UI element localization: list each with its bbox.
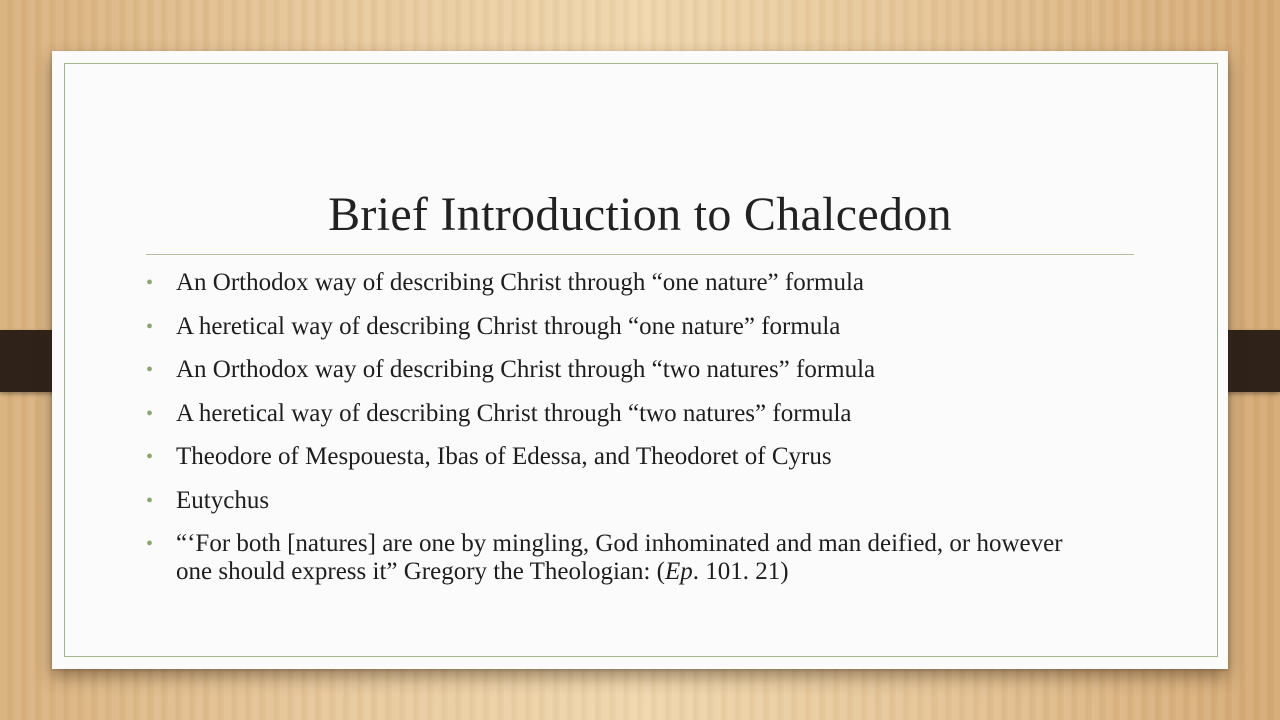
bullet-dot-icon: •: [146, 315, 154, 338]
title-divider: [146, 254, 1134, 255]
bullet-item: [144, 313, 1104, 341]
quote-citation-rest: . 101. 21): [692, 558, 789, 585]
slide-title: Brief Introduction to Chalcedon: [328, 188, 952, 241]
bullet-item: [144, 356, 1104, 384]
bullet-item: [144, 487, 1104, 515]
bullet-text: A heretical way of describing Christ through “two natures” formula: [176, 399, 852, 427]
bullet-text: An Orthodox way of describing Christ through “two natures” formula: [176, 356, 876, 383]
bullet-dot-icon: •: [146, 359, 154, 381]
bullet-item: [144, 443, 1104, 471]
bullet-dot-icon: •: [146, 402, 154, 425]
bullet-dot-icon: •: [146, 489, 154, 512]
bullet-item: [144, 269, 1104, 297]
slide: [52, 51, 1228, 669]
quote-text: “‘For both [natures] are one by mingling, God inhominated and man deified, or however one should express it” Gregory the Theologian: (: [176, 530, 1063, 585]
bullet-text: Theodore of Mespouesta, Ibas of Edessa, and Theodoret of Cyrus: [176, 443, 832, 470]
bullet-text: An Orthodox way of describing Christ through “one nature” formula: [176, 269, 865, 296]
bullet-text: Eutychus: [176, 486, 270, 514]
bullet-text: A heretical way of describing Christ through “one nature” formula: [176, 312, 841, 340]
quote-citation-italic: Ep: [665, 558, 693, 585]
bullet-dot-icon: •: [146, 272, 154, 294]
bullet-dot-icon: •: [146, 446, 154, 468]
bullet-item-quote: [144, 530, 1104, 586]
bullet-list: [144, 269, 1104, 602]
bullet-dot-icon: •: [146, 533, 154, 555]
bullet-item: [144, 400, 1104, 428]
